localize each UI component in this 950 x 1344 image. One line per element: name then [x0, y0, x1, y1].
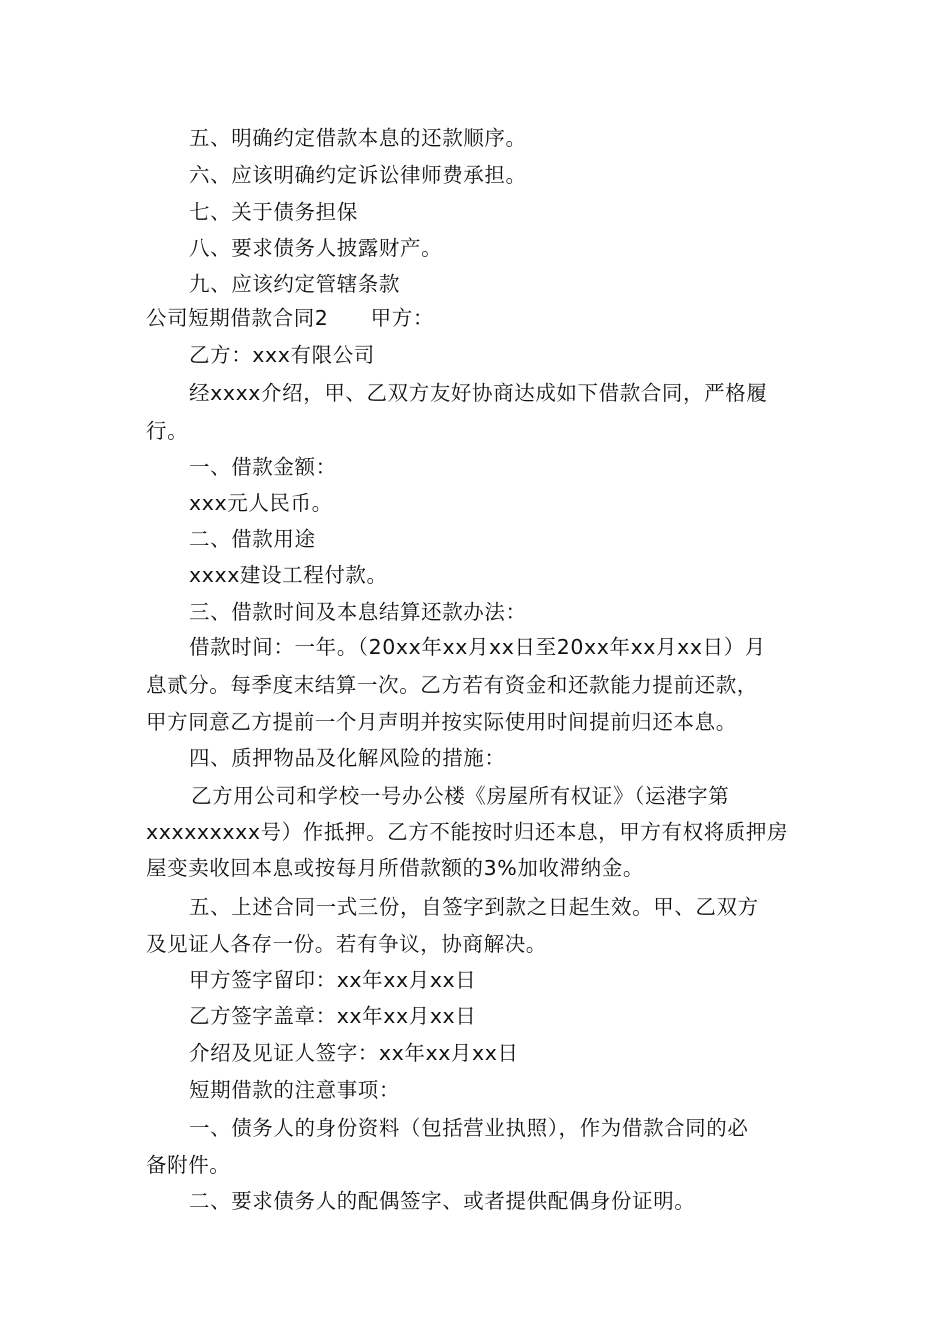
- text-line: 三、借款时间及本息结算还款办法：: [189, 600, 527, 624]
- text-line: 及见证人各存一份。若有争议，协商解决。: [146, 932, 547, 956]
- text-line: 五、上述合同一式三份，自签字到款之日起生效。甲、乙双方: [189, 895, 759, 919]
- text-line: 乙方签字盖章：xx年xx月xx日: [189, 1004, 477, 1028]
- text-line: 息贰分。每季度末结算一次。乙方若有资金和还款能力提前还款，: [146, 673, 758, 697]
- text-line: 一、借款金额：: [189, 455, 337, 479]
- text-line: 乙方：xxx有限公司: [189, 343, 375, 367]
- text-line: 乙方用公司和学校一号办公楼《房屋所有权证》（运港字第: [191, 784, 730, 808]
- text-line: 短期借款的注意事项：: [189, 1078, 400, 1102]
- text-line: 八、要求债务人披露财产。: [189, 236, 443, 260]
- text-line: 甲方签字留印：xx年xx月xx日: [189, 968, 477, 992]
- text-line: 行。: [146, 419, 189, 443]
- text-line: 七、关于债务担保: [189, 200, 358, 224]
- text-line: 屋变卖收回本息或按每月所借款额的3%加收滞纳金。: [146, 856, 644, 880]
- text-line: 经xxxx介绍，甲、乙双方友好协商达成如下借款合同，严格履: [189, 381, 768, 405]
- text-line: 介绍及见证人签字：xx年xx月xx日: [189, 1041, 519, 1065]
- text-line: 一、债务人的身份资料（包括营业执照），作为借款合同的必: [189, 1116, 749, 1140]
- text-line: 借款时间：一年。（20xx年xx月xx日至20xx年xx月xx日）月: [189, 635, 766, 659]
- text-line: xxx元人民币。: [189, 491, 333, 515]
- text-line: 备附件。: [146, 1153, 231, 1177]
- text-line: 二、要求债务人的配偶签字、或者提供配偶身份证明。: [189, 1189, 696, 1213]
- text-line: xxxx建设工程付款。: [189, 563, 388, 587]
- text-line: 六、应该明确约定诉讼律师费承担。: [189, 163, 527, 187]
- text-line: 四、质押物品及化解风险的措施：: [189, 746, 506, 770]
- section-heading: 公司短期借款合同2 甲方：: [146, 306, 434, 330]
- text-line: 二、借款用途: [189, 527, 316, 551]
- text-line: xxxxxxxxx号）作抵押。乙方不能按时归还本息，甲方有权将质押房: [146, 820, 789, 844]
- text-line: 五、明确约定借款本息的还款顺序。: [189, 126, 527, 150]
- text-line: 九、应该约定管辖条款: [189, 272, 400, 296]
- text-line: 甲方同意乙方提前一个月声明并按实际使用时间提前归还本息。: [146, 710, 737, 734]
